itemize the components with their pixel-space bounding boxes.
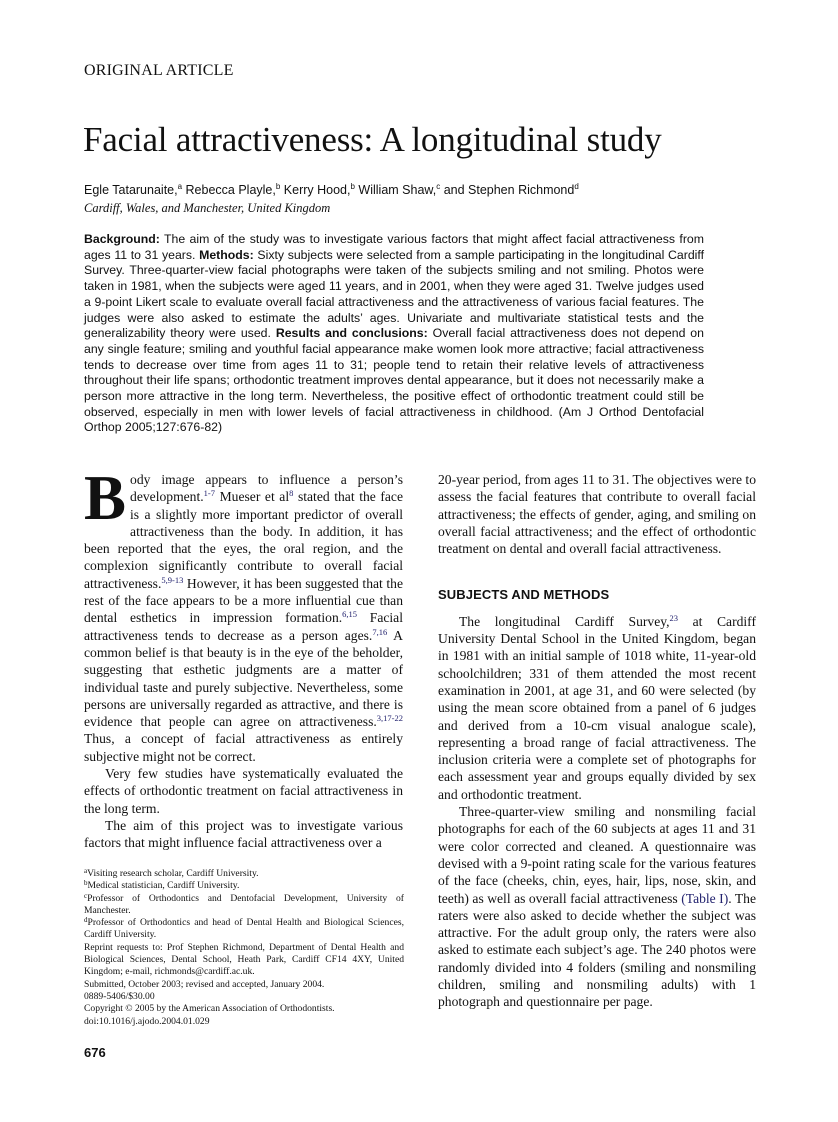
author-affiliation-mark: b [350, 182, 355, 191]
body-text: A common belief is that beauty is in the eye of the beholder, suggesting that esthetic judgments are a matter of individual taste and purely subjective. Nevertheless, some persons are universally regarded as attractive, and there is evidence that people can agree on attractiveness. [84, 627, 404, 730]
author-name: Egle Tatarunaite, [84, 183, 178, 197]
footnotes [84, 868, 404, 1028]
reference-link[interactable]: 1-7 [203, 488, 215, 499]
abstract [84, 232, 704, 436]
reference-link[interactable]: 7,16 [372, 626, 388, 637]
author-name: and Stephen Richmond [440, 183, 575, 197]
body-paragraph: 20-year period, from ages 11 to 31. The objectives were to assess the facial features that contribute to overall facial attractiveness; the effects of gender, aging, and smiling on overall facial attractiveness; and the effect of orthodontic treatment on dental and overall facial attractiveness. [438, 472, 756, 557]
page-number: 676 [84, 1045, 106, 1060]
article-title: Facial attractiveness: A longitudinal study [83, 120, 662, 159]
body-text: The longitudinal Cardiff Survey, [459, 613, 670, 629]
author-affiliation-mark: c [436, 182, 441, 191]
reference-link[interactable]: 6,15 [342, 609, 358, 620]
footnote [84, 893, 404, 918]
body-paragraph: Very few studies have systematically evaluated the effects of orthodontic treatment on facial attractiveness in the long term. [84, 766, 403, 816]
right-column [438, 471, 756, 1011]
body-paragraph: The aim of this project was to investigate various factors that might influence facial attractiveness over a [84, 817, 403, 851]
footnote-mark: d [84, 916, 88, 925]
body-text: Three-quarter-view smiling and nonsmiling facial photographs for each of the 60 subjects at ages 11 and 31 were color corrected and cleaned. A questionnaire was devised with a 9-point rating scale for the various features of the face (cheeks, chin, eyes, hair, lips, nose, skin, and teeth) as well as overall facial attractiveness [438, 804, 756, 906]
abstract-background-label: Background: [84, 232, 160, 246]
body-text: However, it has been suggested that the rest of the face appears to be a more influential cue than dental esthetics in impression formation. [84, 575, 403, 626]
body-text: Thus, a concept of facial attractiveness as entirely subjective might not be correct. [84, 731, 403, 764]
abstract-results-label: Results and conclusions: [275, 326, 428, 341]
abstract-methods-label: Methods: [199, 247, 254, 262]
abstract-background-text: The aim of the study was to investigate various factors that might affect facial attractiveness from ages 11 to 31 years. [84, 232, 704, 262]
author-affiliation-mark: a [177, 182, 183, 191]
left-column [84, 463, 404, 852]
body-text: at Cardiff University Dental School in the United Kingdom, began in 1981 with an initial sample of 1018 white, 11-year-old schoolchildren; 331 of them attended the most recent examination in 2001, at age 31, and 60 were selected (by using the mean score obtained from a panel of 6 judges and derived from a 10-cm visual analogue scale), representing a broad range of facial attractiveness. The inclusion criteria were a complete set of photographs for each assessment year and groups equally divided by sex and orthodontic treatment. [438, 613, 756, 802]
copyright: Copyright © 2005 by the American Association of Orthodontists. [84, 1003, 335, 1015]
table-link[interactable]: (Table I) [681, 890, 729, 906]
body-text: ody image appears to influence a person’s development. [130, 472, 403, 505]
body-text: stated that the face is a slightly more important predictor of overall attractiveness than the body. In addition, it has been reported that the eyes, the oral region, and the complexion significantly contribute to overall facial attractiveness. [84, 489, 404, 591]
reference-link[interactable]: 3,17-22 [376, 713, 403, 724]
footnote [84, 880, 404, 892]
author-name: William Shaw, [354, 183, 437, 197]
footnote-mark: b [84, 879, 88, 888]
footnote-mark: a [84, 867, 88, 875]
body-paragraph [438, 613, 756, 803]
body-paragraph [438, 803, 756, 1011]
footnote-text: Medical statistician, Cardiff University. [87, 880, 240, 892]
footnote-mark: c [84, 891, 88, 900]
footnote-text: Visiting research scholar, Cardiff University. [87, 868, 259, 879]
body-text: . The raters were also asked to decide whether the subject was attractive. For the adult group only, the raters were also asked to estimate each subject’s age. The 240 photos were randomly divided into 4 folders (smiling and nonsmiling children, smiling and nonsmiling adults) with 1 photograph and questionnaire per page. [438, 890, 756, 1010]
section-heading: SUBJECTS AND METHODS [438, 587, 610, 603]
issn: 0889-5406/$30.00 [84, 990, 155, 1002]
footnote-text: Professor of Orthodontics and head of Dental Health and Biological Sciences, Cardiff University. [84, 917, 404, 941]
section-label: ORIGINAL ARTICLE [84, 62, 234, 79]
reference-link[interactable]: 5,9-13 [161, 574, 184, 585]
abstract-methods-text: Sixty subjects were selected from a sample participating in the longitudinal Cardiff Survey. Three-quarter-view facial photographs were taken of the subjects smiling and not smiling. Photos were taken in 1981, when the subjects were aged 11 years, and in 2001, when they were aged 31. Twelve judges used a 9-point Likert scale to evaluate overall facial attractiveness and the attractiveness of various facial features. The judges were also asked to estimate the adults’ ages. Univariate and multivariate statistical tests and the generalizability theory were used. [84, 247, 704, 341]
body-text: Facial attractiveness tends to decrease as a person ages. [84, 610, 403, 643]
author-affiliation-mark: b [275, 182, 281, 191]
author-name: Rebecca Playle, [182, 183, 276, 197]
author-list [84, 183, 579, 197]
reference-link[interactable]: 8 [289, 488, 294, 499]
doi: doi:10.1016/j.ajodo.2004.01.029 [84, 1015, 210, 1027]
body-text: Mueser et al [215, 489, 290, 505]
footnote-text: Professor of Orthodontics and Dentofacial Development, University of Manchester. [84, 892, 404, 916]
reprint-request: Reprint requests to: Prof Stephen Richmond, Department of Dental Health and Biological Sciences, Dental School, Heath Park, Cardiff CF14 4XY, United Kingdom; e-mail, richmonds@cardiff.ac.uk. [84, 941, 404, 978]
drop-cap: B [84, 463, 127, 533]
reference-link[interactable]: 23 [669, 612, 679, 623]
author-affiliation-mark: d [574, 182, 579, 191]
footnote [84, 868, 404, 880]
abstract-results-text: Overall facial attractiveness does not depend on any single feature; smiling and youthful facial appearance make women look more attractive; facial attractiveness tends to decrease over time from ages 11 to 31; people tend to retain their relative levels of attractiveness throughout their life spans; orthodontic treatment improves dental appearance, but it does not necessarily make a person more attractive in the long term. Nevertheless, the positive effect of orthodontic treatment could still be observed, especially in men with lower levels of facial attractiveness in childhood. (Am J Orthod Dentofacial Orthop 2005;127:676-82) [84, 326, 704, 435]
footnote [84, 917, 404, 942]
intro-paragraph [84, 463, 404, 765]
author-name: Kerry Hood, [280, 183, 351, 197]
submission-dates: Submitted, October 2003; revised and accepted, January 2004. [84, 978, 325, 990]
affiliation: Cardiff, Wales, and Manchester, United Kingdom [84, 201, 331, 215]
